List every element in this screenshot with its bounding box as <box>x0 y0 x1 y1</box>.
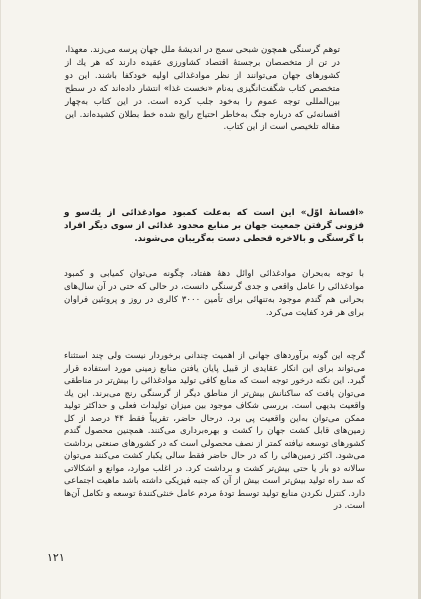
body-paragraph-1: با توجه به‌بحران موادغذائی اوائل دههٔ هفتاد، چگونه می‌توان کمیابی و کمبود موادغذائی را عامل واقعی و جدی گرسنگی دانست، در حالی که حتی در آن سال‌های بحرانی هم گندم موجود به‌تنهائی برای تأمین ۳۰۰۰ کالری در روز و پروتئین فراوان برای هر فرد کفایت می‌کرد. <box>64 269 364 318</box>
intro-paragraph: توهم گرسنگی همچون شبحی سمج در اندیشهٔ ملل جهان پرسه می‌زند. معهذا، در تن از متخصصان برجستهٔ اقتصاد کشاورزی عقیده دارند که هر یك از کشورهای جهان می‌توانند از نظر موادغذائی اولیه خودکفا باشند. این دو متخصص کتاب شگفت‌انگیزی به‌نام «نخست غذا» انتشار داده‌اند که در سطح بین‌المللی توجه عموم را به‌خود جلب کرده است. در این کتاب به‌چهار افسانه‌ئی که درباره جنگ به‌خاطر احتیاج رایج شده خط بطلان کشیده‌اند. این مقاله تلخیصی است از این کتاب. <box>65 45 340 133</box>
page-number: ۱۲۱ <box>47 551 65 564</box>
body-paragraph-2: گرچه این گونه برآوردهای جهانی از اهمیت چندانی برخوردار نیست ولی چند استثناء می‌تواند برای این انکار عقایدی از قبیل پایان یافتن منابع زمینی مورد استفاده قرار گیرد. این نکته درخور توجه است که منابع کافی تولید موادغذائی را بیش‌تر در مناطقی می‌توان یافت که ساکنانش بیش‌تر از مناطق دیگر از گرسنگی رنج می‌برند. این یك واقعیت بدیهی است. بررسی شکاف موجود بین میزان تولیدات فعلی و حداکثر تولید ممکن می‌توان به‌این واقعیت پی برد. درحال حاضر، تقریباً فقط ۴۴ درصد از کل زمین‌های قابل کشت جهان را کشت و بهره‌برداری می‌کنند. همچنین محصول گندم کشورهای توسعه نیافته کمتر از نصف محصولی است که در کشورهای صنعتی برداشت می‌شود. اکثر زمین‌هائی را که در حال حاضر فقط سالی یکبار کشت می‌کنند می‌توان سالانه دو بار یا حتی بیش‌تر کشت و برداشت کرد. در اغلب موارد، موانع و اشکالاتی که سد راه تولید بیش‌تر است بیش از آن که جنبه فیزیکی داشته باشد ماهیت اجتماعی دارد. کنترل نکردن منابع تولید توسط تودهٔ مردم عامل خنثی‌کنندهٔ توسعه و تکامل آن‌ها است. در <box>64 351 365 511</box>
myth-one-paragraph: «افسانهٔ اوّل» این است که به‌علت کمبود موادغذائی از یك‌سو و فزونی گرفتن جمعیت جهان بر منابع محدود غذائی از سوی دیگر افراد با گرسنگی و بالاخره قحطی دست به‌گریبان می‌شوند. <box>64 208 364 244</box>
